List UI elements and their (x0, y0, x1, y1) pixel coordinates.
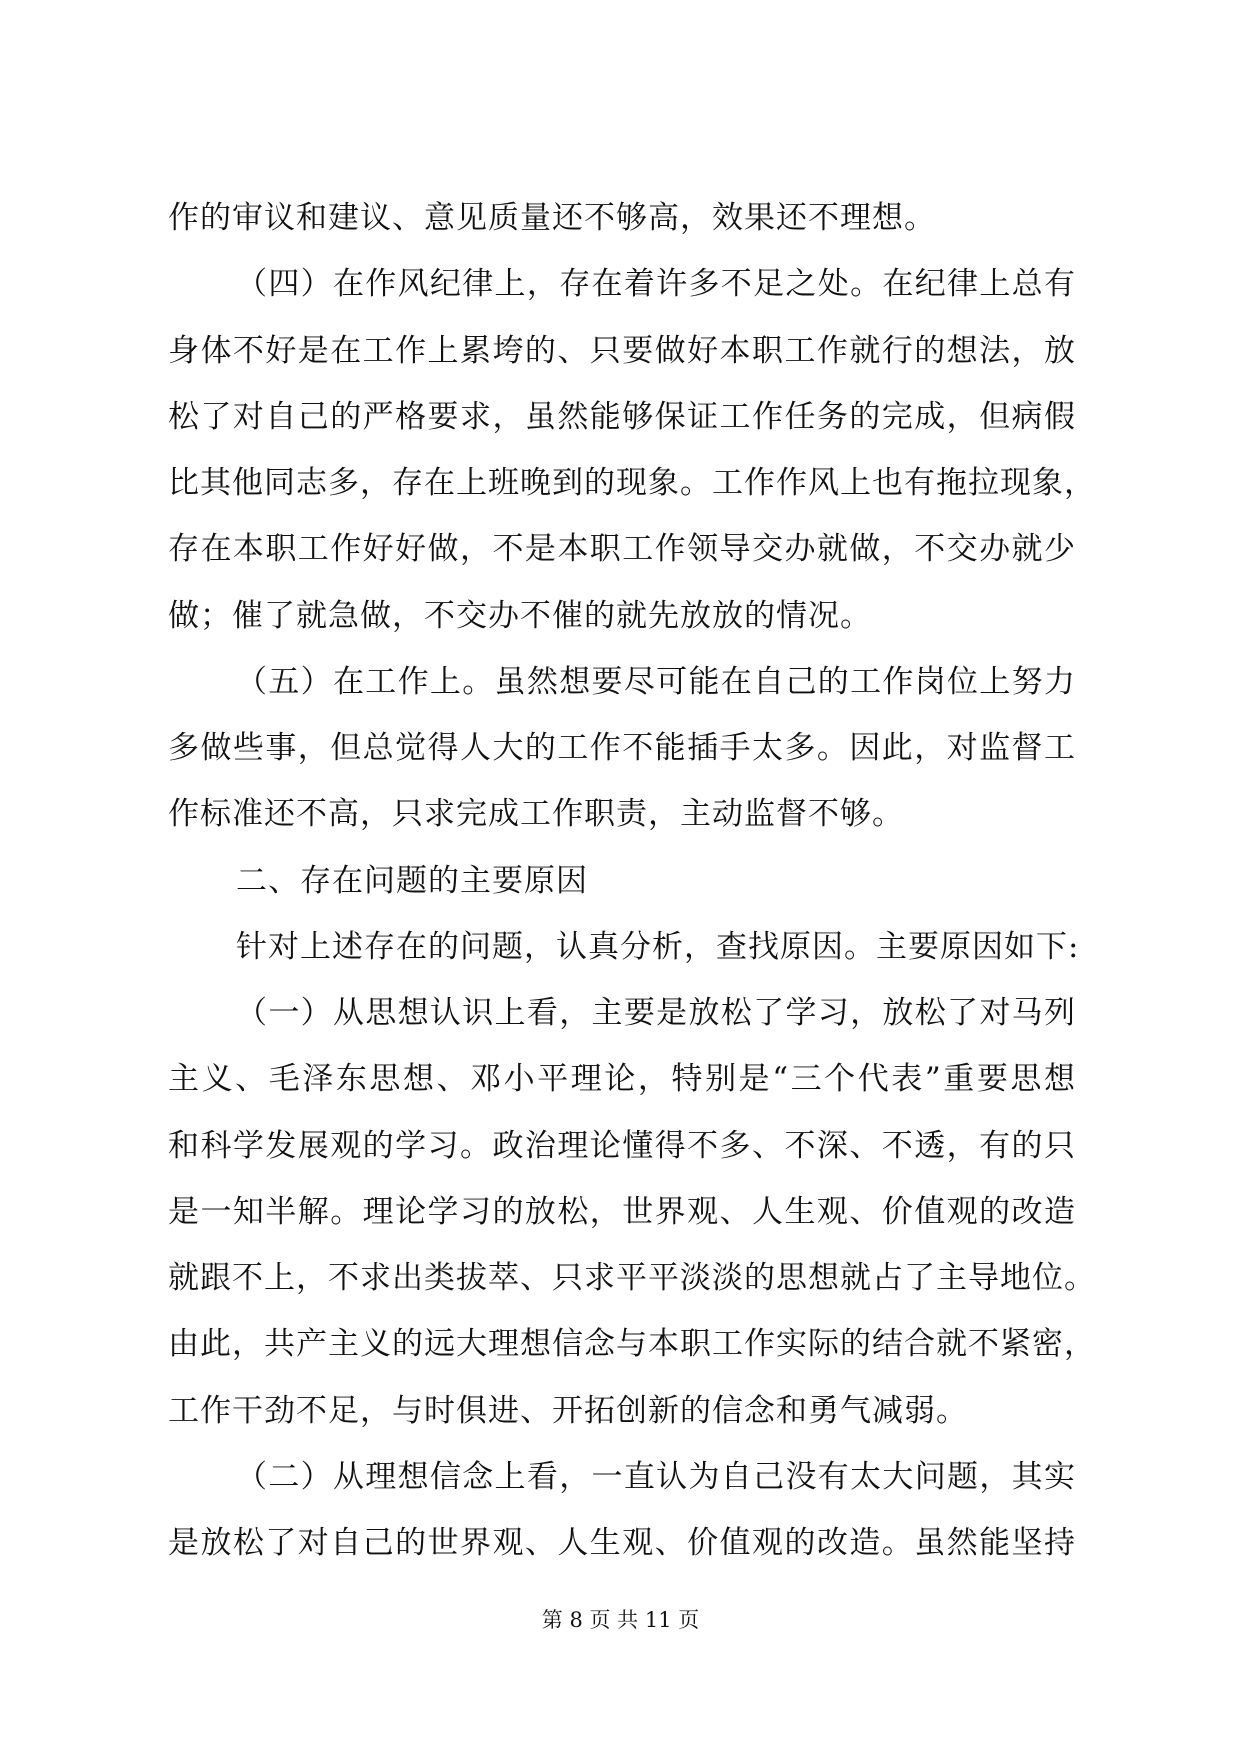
text-line: 身体不好是在工作上累垮的、只要做好本职工作就行的想法，放 (168, 333, 1076, 369)
text-line: 作标准还不高，只求完成工作职责，主动监督不够。 (168, 796, 904, 832)
text-line: 是放松了对自己的世界观、人生观、价值观的改造。虽然能坚持 (168, 1525, 1076, 1561)
text-line: 作的审议和建议、意见质量还不够高，效果还不理想。 (168, 200, 936, 236)
text-line: 比其他同志多，存在上班晚到的现象。工作作风上也有拖拉现象， (168, 465, 1096, 501)
text-line: 多做些事，但总觉得人大的工作不能插手太多。因此，对监督工 (168, 730, 1076, 766)
text-line: （一）从思想认识上看，主要是放松了学习，放松了对马列 (236, 995, 1076, 1031)
text-line: 工作干劲不足，与时俱进、开拓创新的信念和勇气减弱。 (168, 1393, 968, 1429)
text-line: 存在本职工作好好做，不是本职工作领导交办就做，不交办就少 (168, 531, 1076, 567)
text-line: （五）在工作上。虽然想要尽可能在自己的工作岗位上努力 (236, 664, 1076, 700)
section-heading: 二、存在问题的主要原因 (236, 863, 588, 899)
text-line: （二）从理想信念上看，一直认为自己没有太大问题，其实 (236, 1459, 1076, 1495)
text-line: 做；催了就急做，不交办不催的就先放放的情况。 (168, 598, 872, 634)
text-line: （四）在作风纪律上，存在着许多不足之处。在纪律上总有 (236, 266, 1076, 302)
text-line: 松了对自己的严格要求，虽然能够保证工作任务的完成，但病假 (168, 399, 1076, 435)
text-line: 针对上述存在的问题，认真分析，查找原因。主要原因如下: (236, 929, 1080, 965)
text-line: 是一知半解。理论学习的放松，世界观、人生观、价值观的改造 (168, 1194, 1076, 1230)
text-line: 由此，共产主义的远大理想信念与本职工作实际的结合就不紧密， (168, 1326, 1096, 1362)
text-line: 和科学发展观的学习。政治理论懂得不多、不深、不透，有的只 (168, 1128, 1076, 1164)
text-line: 就跟不上，不求出类拔萃、只求平平淡淡的思想就占了主导地位。 (168, 1260, 1096, 1296)
page-number-footer: 第 8 页 共 11 页 (541, 1608, 700, 1632)
text-line: 主义、毛泽东思想、邓小平理论，特别是“三个代表”重要思想 (168, 1061, 1076, 1097)
